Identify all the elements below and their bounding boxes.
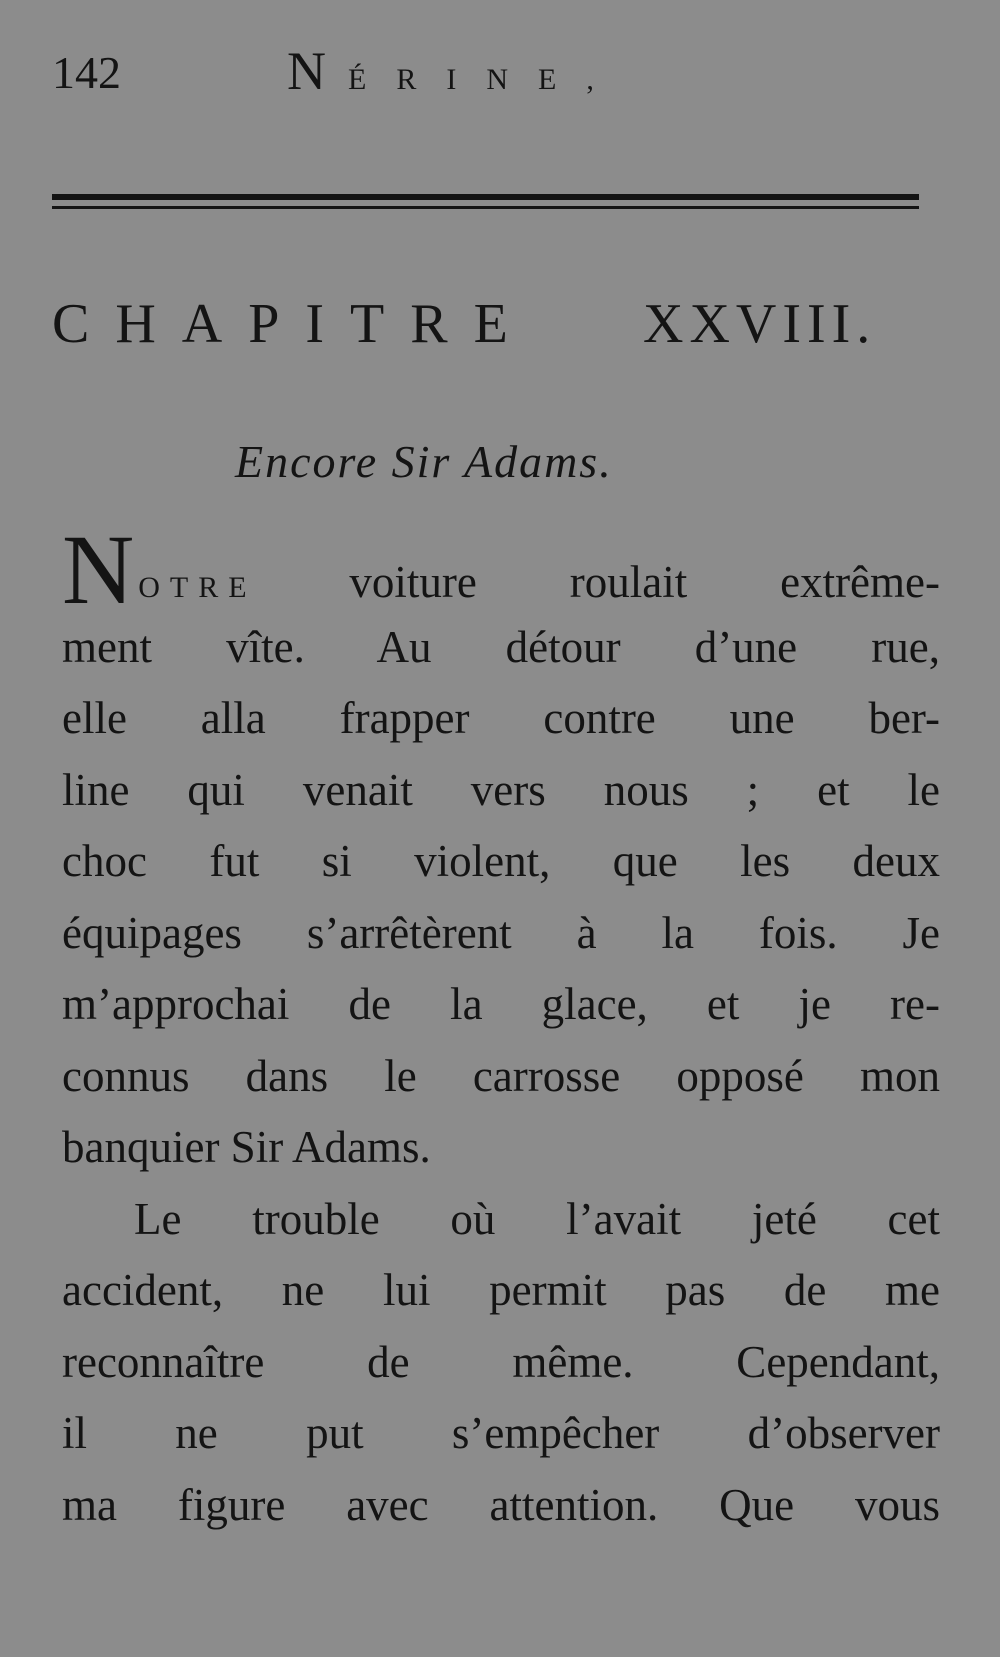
text-line: il ne put s’empêcher d’observer <box>62 1408 940 1458</box>
text-line: accident, ne lui permit pas de me <box>62 1265 940 1315</box>
chapter-label: CHAPITRE <box>52 293 534 355</box>
text-line: Le trouble où l’avait jeté cet <box>134 1193 940 1244</box>
paragraph-1 <box>62 514 940 1184</box>
page-number: 142 <box>52 47 121 98</box>
running-head <box>52 40 952 110</box>
text-line: elle alla frapper contre une ber- <box>62 693 940 743</box>
body-text <box>62 514 940 1541</box>
line-text: voiture roulait extrême- <box>256 557 940 607</box>
text-line: connus dans le carrosse opposé mon <box>62 1050 940 1101</box>
paragraph-2 <box>62 1184 940 1542</box>
header-rule-thin <box>52 206 919 209</box>
book-title <box>287 40 624 102</box>
header-rule-thick <box>52 194 919 200</box>
book-title-initial: N <box>287 41 326 101</box>
text-line: choc fut si violent, que les deux <box>62 836 940 886</box>
text-line: reconnaître de même. Cependant, <box>62 1336 940 1387</box>
text-line: line qui venait vers nous ; et le <box>62 764 940 815</box>
book-title-rest: ÉRINE, <box>348 63 624 96</box>
chapter-subtitle: Encore Sir Adams. <box>235 436 613 487</box>
text-line: banquier Sir Adams. <box>62 1122 431 1172</box>
chapter-number: XXVIII. <box>643 293 877 355</box>
small-caps-word: OTRE <box>138 571 257 604</box>
text-line: équipages s’arrêtèrent à la fois. Je <box>62 907 940 958</box>
text-line: m’approchai de la glace, et je re- <box>62 979 940 1029</box>
text-line <box>62 514 940 625</box>
drop-cap: N <box>62 514 135 625</box>
text-line: ment vîte. Au détour d’une rue, <box>62 621 940 672</box>
text-line: ma figure avec attention. Que vous <box>62 1479 940 1530</box>
